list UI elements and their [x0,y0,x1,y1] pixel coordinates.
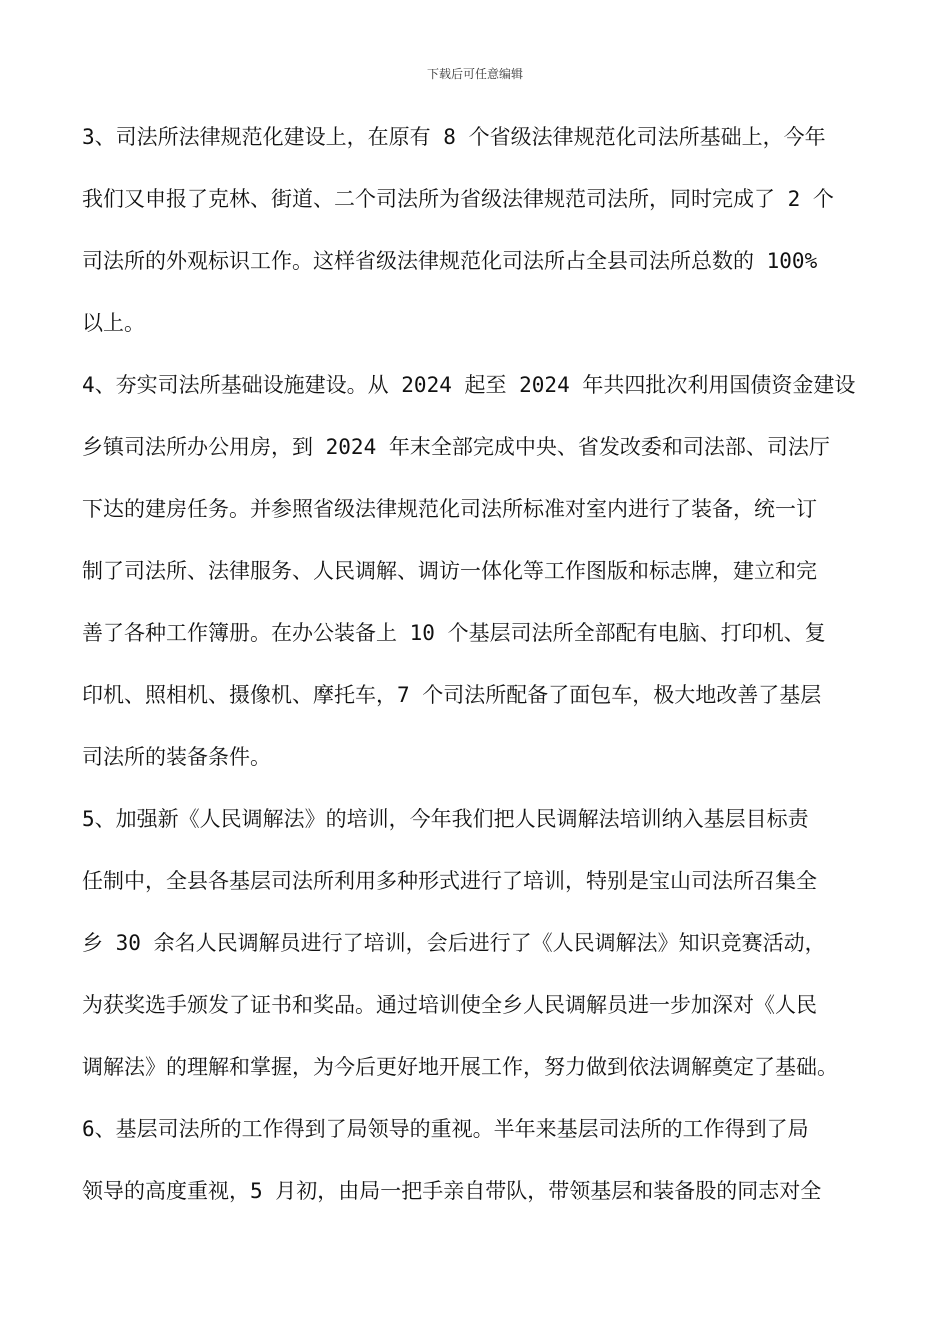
body-text [82,114,874,1230]
text-line: 为获奖选手颁发了证书和奖品。通过培训使全乡人民调解员进一步加深对《人民 [82,993,817,1017]
text-line: 司法所的装备条件。 [82,745,271,769]
text-line: 6、基层司法所的工作得到了局领导的重视。半年来基层司法所的工作得到了局 [82,1117,809,1141]
text-line: 下达的建房任务。并参照省级法律规范化司法所标准对室内进行了装备，统一订 [82,497,817,521]
text-line: 善了各种工作簿册。在办公装备上 10 个基层司法所全部配有电脑、打印机、复 [82,621,826,645]
text-line: 制了司法所、法律服务、人民调解、调访一体化等工作图版和标志牌，建立和完 [82,559,817,583]
text-line: 3、司法所法律规范化建设上，在原有 8 个省级法律规范化司法所基础上，今年 [82,125,826,149]
text-line: 以上。 [82,311,145,335]
text-line: 我们又申报了克林、街道、二个司法所为省级法律规范司法所，同时完成了 2 个 [82,187,834,211]
text-line: 乡 30 余名人民调解员进行了培训，会后进行了《人民调解法》知识竞赛活动， [82,931,826,955]
text-line: 司法所的外观标识工作。这样省级法律规范化司法所占全县司法所总数的 100% [82,249,818,273]
text-line: 领导的高度重视，5 月初，由局一把手亲自带队，带领基层和装备股的同志对全 [82,1179,822,1203]
text-line: 4、夯实司法所基础设施建设。从 2024 起至 2024 年共四批次利用国债资金建设 [82,373,856,397]
text-line: 调解法》的理解和掌握，为今后更好地开展工作，努力做到依法调解奠定了基础。 [82,1055,838,1079]
text-line: 印机、照相机、摄像机、摩托车，7 个司法所配备了面包车，极大地改善了基层 [82,683,822,707]
text-line: 5、加强新《人民调解法》的培训，今年我们把人民调解法培训纳入基层目标责 [82,807,809,831]
header-note: 下载后可任意编辑 [426,67,523,81]
text-line: 任制中，全县各基层司法所利用多种形式进行了培训，特别是宝山司法所召集全 [82,869,817,893]
text-line: 乡镇司法所办公用房，到 2024 年末全部完成中央、省发改委和司法部、司法厅 [82,435,830,459]
